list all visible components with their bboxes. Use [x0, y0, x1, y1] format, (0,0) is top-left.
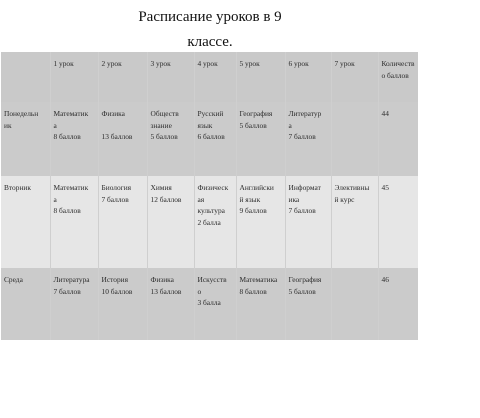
- lesson-cell: [50, 102, 98, 176]
- total-cell: 44: [378, 102, 418, 176]
- cell-line: 7 баллов: [288, 132, 316, 142]
- cell-line: й язык: [239, 194, 261, 204]
- schedule-table: [1, 52, 418, 340]
- header-cell-lesson-6: [285, 52, 331, 102]
- cell-line: 5 урок: [239, 59, 260, 68]
- cell-line: [335, 108, 375, 120]
- lesson-cell: [285, 268, 331, 340]
- cell-line: 9 баллов: [239, 206, 267, 216]
- cell-line: 7 баллов: [53, 286, 81, 296]
- lesson-cell: [331, 102, 378, 176]
- cell-line: Математик: [53, 109, 89, 118]
- cell-line: 13 баллов: [150, 286, 182, 296]
- cell-line: Математик: [53, 183, 89, 192]
- cell-line: о: [197, 286, 202, 296]
- header-cell-lesson-5: [236, 52, 285, 102]
- cell-line: Литература: [53, 275, 90, 284]
- day-cell: [1, 268, 50, 340]
- cell-line: 6 баллов: [197, 132, 225, 142]
- cell-line: [102, 120, 144, 132]
- cell-line: Биология: [101, 183, 132, 192]
- day-cell: [1, 102, 50, 176]
- cell-line: [4, 58, 47, 70]
- table-row-tuesday: [1, 176, 418, 268]
- cell-line: 7 урок: [334, 59, 355, 68]
- cell-line: Литератур: [288, 109, 322, 118]
- cell-line: ика: [288, 194, 300, 204]
- cell-line: Обществ: [150, 109, 179, 118]
- cell-line: ая: [197, 194, 205, 204]
- page-title-line-2: классе.: [187, 34, 233, 50]
- lesson-cell: [98, 268, 147, 340]
- header-cell-lesson-1: [50, 52, 98, 102]
- cell-line: 8 баллов: [239, 286, 267, 296]
- cell-line: ик: [4, 120, 12, 130]
- total-cell: 46: [378, 268, 418, 340]
- total-cell: 45: [378, 176, 418, 268]
- cell-line: а: [53, 194, 57, 204]
- cell-line: Русский: [197, 109, 224, 118]
- lesson-cell: [194, 268, 236, 340]
- lesson-cell: [285, 102, 331, 176]
- lesson-cell: [194, 102, 236, 176]
- cell-line: а: [288, 120, 292, 130]
- cell-line: 5 баллов: [150, 132, 178, 142]
- lesson-cell: [50, 176, 98, 268]
- cell-line: Физика: [150, 275, 174, 284]
- cell-line: 2 урок: [101, 59, 122, 68]
- table-header-row: [1, 52, 418, 102]
- cell-line: 2 балла: [197, 217, 221, 227]
- cell-line: а: [53, 120, 57, 130]
- header-cell-lesson-2: [98, 52, 147, 102]
- cell-line: Среда: [4, 275, 23, 284]
- cell-line: й курс: [334, 194, 355, 204]
- cell-line: Физика: [101, 109, 125, 118]
- header-cell-corner: [1, 52, 50, 102]
- cell-line: 5 баллов: [239, 120, 267, 130]
- lesson-cell: [98, 176, 147, 268]
- cell-line: География: [239, 109, 273, 118]
- header-cell-total: [378, 52, 418, 102]
- cell-line: Химия: [150, 183, 172, 192]
- cell-line: Английски: [239, 183, 274, 192]
- cell-line: Математика: [239, 275, 278, 284]
- lesson-cell: [236, 268, 285, 340]
- cell-line: 7 баллов: [101, 194, 129, 204]
- cell-line: 5 баллов: [288, 286, 316, 296]
- cell-line: 4 урок: [197, 59, 218, 68]
- lesson-cell: [147, 268, 194, 340]
- table-row-wednesday: [1, 268, 418, 340]
- lesson-cell: [331, 268, 378, 340]
- cell-line: 10 баллов: [101, 286, 133, 296]
- cell-line: 12 баллов: [150, 194, 182, 204]
- cell-line: 1 урок: [53, 59, 74, 68]
- cell-line: Понедельн: [4, 109, 39, 118]
- cell-line: География: [288, 275, 322, 284]
- cell-line: Количеств: [381, 59, 415, 68]
- cell-line: 6 урок: [288, 59, 309, 68]
- cell-line: знание: [150, 120, 172, 130]
- lesson-cell: [331, 176, 378, 268]
- page-title-line-1: Расписание уроков в 9: [138, 9, 282, 25]
- cell-line: 3 урок: [150, 59, 171, 68]
- cell-line: 13 баллов: [101, 132, 133, 142]
- lesson-cell: [285, 176, 331, 268]
- cell-line: Информат: [288, 183, 321, 192]
- cell-line: Физическ: [197, 183, 229, 192]
- cell-line: 7 баллов: [288, 206, 316, 216]
- lesson-cell: [147, 176, 194, 268]
- header-cell-lesson-4: [194, 52, 236, 102]
- cell-line: Вторник: [4, 183, 31, 192]
- lesson-cell: [236, 102, 285, 176]
- cell-line: о баллов: [381, 70, 409, 80]
- cell-line: язык: [197, 120, 213, 130]
- header-cell-lesson-7: [331, 52, 378, 102]
- cell-line: Искусств: [197, 275, 227, 284]
- cell-line: История: [101, 275, 128, 284]
- cell-line: 3 балла: [197, 298, 221, 308]
- header-cell-lesson-3: [147, 52, 194, 102]
- table-row-monday: [1, 102, 418, 176]
- lesson-cell: [98, 102, 147, 176]
- lesson-cell: [147, 102, 194, 176]
- lesson-cell: [194, 176, 236, 268]
- lesson-cell: [50, 268, 98, 340]
- cell-line: 8 баллов: [53, 132, 81, 142]
- cell-line: культура: [197, 206, 225, 216]
- cell-line: [335, 274, 375, 286]
- cell-line: Элективны: [334, 183, 370, 192]
- cell-line: 8 баллов: [53, 206, 81, 216]
- day-cell: [1, 176, 50, 268]
- lesson-cell: [236, 176, 285, 268]
